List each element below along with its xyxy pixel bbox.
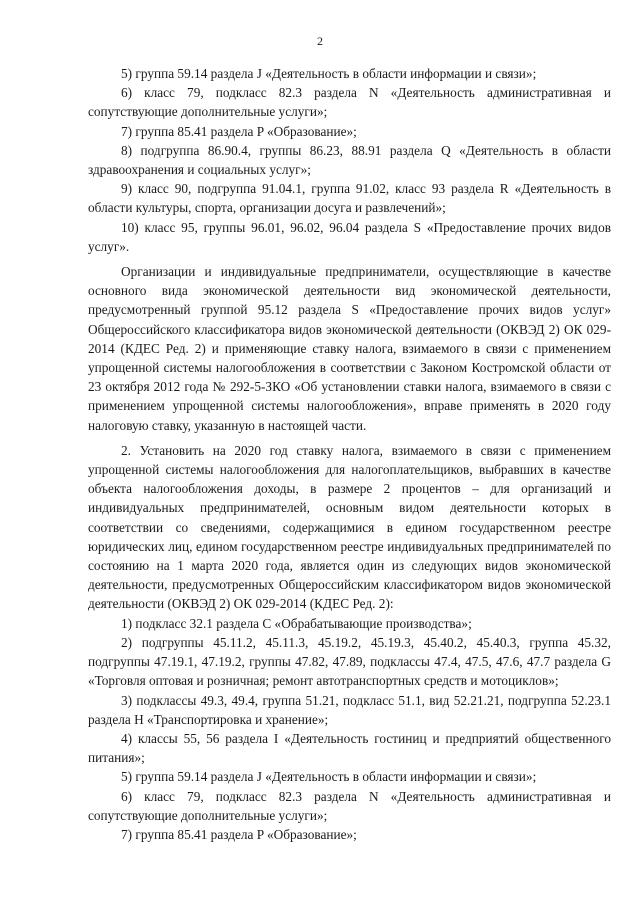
list-item: 9) класс 90, подгруппа 91.04.1, группа 91.02, класс 93 раздела R «Деятельность в области культуры, спорта, организации досуга и развлечений»; <box>88 181 611 216</box>
list-item: 8) подгруппа 86.90.4, группы 86.23, 88.91 раздела Q «Деятельность в области здравоохранения и социальных услуг»; <box>88 142 611 178</box>
list-item: 6) класс 79, подкласс 82.3 раздела N «Деятельность административная и сопутствующие дополнительные услуги»; <box>88 788 611 823</box>
body-paragraph: Организации и индивидуальные предприниматели, осуществляющие в качестве основного вида экономической деятельности вид экономической деятельности, предусмотренный группой 95.12 раздела S «Предоставление прочих видов услуг» Общероссийского классификатора видов экономической деятельности (ОКВЭД 2) ОК 029-2014 (КДЕС Ред. 2) и применяющие ставку налога, взимаемого в связи с применением упрощенной системы налогообложения в соответствии с Законом Костромской области от 23 октября 2012 года № 292-5-ЗКО «Об установлении ставки налога, взимаемого в связи с применением упрощенной системы налогообложения», вправе применять в 2020 году налоговую ставку, указанную в настоящей части. <box>88 264 611 433</box>
list-item: 1) подкласс 32.1 раздела C «Обрабатывающие производства»; <box>121 615 472 631</box>
list-item: 3) подклассы 49.3, 49.4, группа 51.21, подкласс 51.1, вид 52.21.21, подгруппа 52.23.1 раздела H «Транспортировка и хранение»; <box>88 692 611 727</box>
body-paragraph: 2. Установить на 2020 год ставку налога, взимаемого в связи с применением упрощенной системы налогообложения для налогоплательщиков, выбравших в качестве объекта налогообложения доходы, в размере 2 процентов – для организаций и индивидуальных предпринимателей, основным видом деятельности которых в соответствии со сведениями, содержащимися в едином государственном реестре юридических лиц, едином государственном реестре индивидуальных предпринимателей по состоянию на 1 марта 2020 года, является один из следующих видов экономической деятельности, предусмотренных Общероссийским классификатором видов экономической деятельности (ОКВЭД 2) ОК 029-2014 (КДЕС Ред. 2): <box>88 442 611 612</box>
list-item: 10) класс 95, группы 96.01, 96.02, 96.04 раздела S «Предоставление прочих видов услуг». <box>88 219 611 254</box>
document-body <box>88 64 611 844</box>
page-number: 2 <box>317 34 323 48</box>
list-item: 6) класс 79, подкласс 82.3 раздела N «Деятельность административная и сопутствующие дополнительные услуги»; <box>88 85 611 120</box>
list-item: 7) группа 85.41 раздела P «Образование»; <box>121 123 357 139</box>
list-item: 4) классы 55, 56 раздела I «Деятельность гостиниц и предприятий общественного питания»; <box>88 730 611 766</box>
list-item: 7) группа 85.41 раздела P «Образование»; <box>121 826 357 842</box>
list-item: 5) группа 59.14 раздела J «Деятельность в области информации и связи»; <box>121 769 537 785</box>
list-item: 2) подгруппы 45.11.2, 45.11.3, 45.19.2, 45.19.3, 45.40.2, 45.40.3, группа 45.32, подгруппы 47.19.1, 47.19.2, группы 47.82, 47.89, подклассы 47.4, 47.5, 47.6, 47.7 раздела G «Торговля оптовая и розничная; ремонт автотранспортных средств и мотоциклов»; <box>88 634 611 689</box>
list-item: 5) группа 59.14 раздела J «Деятельность в области информации и связи»; <box>121 66 537 81</box>
